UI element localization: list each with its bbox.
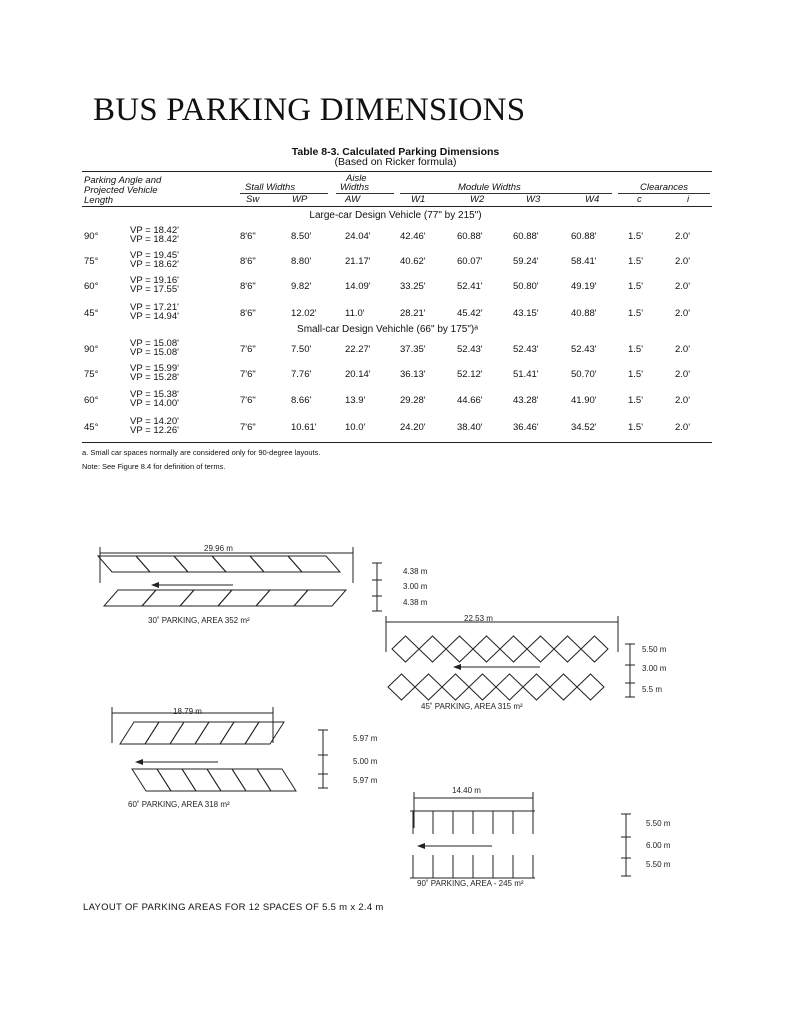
p60-width-label: 18.79 m <box>173 707 202 716</box>
header-sw: Sw <box>246 194 260 205</box>
header-aisle-line1: Aisle <box>346 173 367 184</box>
cell-w1: 40.62' <box>400 256 426 267</box>
cell-w3: 51.41' <box>513 369 539 380</box>
cell-w2: 60.88' <box>457 231 483 242</box>
header-stall-widths: Stall Widths <box>245 182 296 193</box>
header-module-widths: Module Widths <box>458 182 521 193</box>
cell-wp: 9.82' <box>291 281 312 292</box>
cell-i: 2.0' <box>675 344 691 355</box>
cell-vp-1: VP = 19.16' <box>130 275 179 286</box>
header-clearances: Clearances <box>640 182 689 193</box>
p45-caption: 45˚ PARKING, AREA 315 m² <box>421 702 523 711</box>
header-aw: AW <box>345 194 361 205</box>
cell-w4: 49.19' <box>571 281 597 292</box>
cell-w1: 33.25' <box>400 281 426 292</box>
cell-i: 2.0' <box>675 395 691 406</box>
cell-angle: 90° <box>84 344 99 355</box>
p60-depth1-label: 5.97 m <box>353 734 378 743</box>
header-wp: WP <box>292 194 308 205</box>
header-rule-module <box>400 193 612 194</box>
cell-w2: 38.40' <box>457 422 483 433</box>
cell-vp-1: VP = 14.20' <box>130 416 179 427</box>
p45-depth1-label: 5.50 m <box>642 645 667 654</box>
cell-vp-1: VP = 15.08' <box>130 338 179 349</box>
cell-wp: 10.61' <box>291 422 317 433</box>
cell-w4: 40.88' <box>571 308 597 319</box>
cell-i: 2.0' <box>675 369 691 380</box>
cell-c: 1.5' <box>628 422 644 433</box>
cell-c: 1.5' <box>628 231 644 242</box>
header-aisle-line2: Widths <box>340 182 369 193</box>
table-caption: Table 8-3. Calculated Parking Dimensions <box>291 146 500 158</box>
header-bottom-rule <box>82 206 712 207</box>
cell-c: 1.5' <box>628 256 644 267</box>
p45-width-label: 22.53 m <box>464 614 493 623</box>
cell-aw: 11.0' <box>345 308 365 319</box>
cell-w1: 29.28' <box>400 395 426 406</box>
cell-wp: 12.02' <box>291 308 317 319</box>
cell-c: 1.5' <box>628 369 644 380</box>
cell-vp-1: VP = 17.21' <box>130 302 179 313</box>
cell-c: 1.5' <box>628 308 644 319</box>
cell-w2: 52.12' <box>457 369 483 380</box>
cell-w3: 52.43' <box>513 344 539 355</box>
p30-caption: 30˚ PARKING, AREA 352 m² <box>148 616 250 625</box>
footnote-a: a. Small car spaces normally are considered only for 90-degree layouts. <box>82 448 321 457</box>
cell-w3: 43.28' <box>513 395 539 406</box>
cell-w1: 42.46' <box>400 231 426 242</box>
cell-w3: 36.46' <box>513 422 539 433</box>
cell-w4: 50.70' <box>571 369 597 380</box>
table-top-rule <box>82 171 712 172</box>
p60-aisle-label: 5.00 m <box>353 757 378 766</box>
cell-aw: 13.9' <box>345 395 366 406</box>
cell-angle: 60° <box>84 395 99 406</box>
cell-aw: 22.27' <box>345 344 371 355</box>
cell-w3: 59.24' <box>513 256 539 267</box>
cell-w4: 34.52' <box>571 422 597 433</box>
cell-aw: 14.09' <box>345 281 371 292</box>
cell-aw: 10.0' <box>345 422 366 433</box>
cell-angle: 75° <box>84 369 99 380</box>
cell-i: 2.0' <box>675 281 691 292</box>
section-large-car: Large-car Design Vehicle (77" by 215") <box>309 210 482 221</box>
p90-depth1-label: 5.50 m <box>646 819 671 828</box>
cell-vp-2: VP = 14.94' <box>130 311 179 322</box>
cell-angle: 90° <box>84 231 99 242</box>
cell-aw: 20.14' <box>345 369 371 380</box>
cell-sw: 7'6" <box>240 422 256 433</box>
cell-w1: 28.21' <box>400 308 426 319</box>
cell-wp: 7.50' <box>291 344 312 355</box>
cell-wp: 8.80' <box>291 256 312 267</box>
cell-vp-2: VP = 12.26' <box>130 425 179 436</box>
table-bottom-rule <box>82 442 712 443</box>
cell-vp-2: VP = 15.08' <box>130 347 179 358</box>
cell-w1: 37.35' <box>400 344 426 355</box>
cell-sw: 7'6" <box>240 344 256 355</box>
p90-width-label: 14.40 m <box>452 786 481 795</box>
cell-vp-2: VP = 15.28' <box>130 372 179 383</box>
p30-depth1-label: 4.38 m <box>403 567 428 576</box>
cell-vp-2: VP = 14.00' <box>130 398 179 409</box>
cell-w4: 58.41' <box>571 256 597 267</box>
header-i: i <box>687 194 690 205</box>
header-parking-angle: Parking Angle and <box>84 175 162 186</box>
cell-i: 2.0' <box>675 256 691 267</box>
cell-w3: 43.15' <box>513 308 539 319</box>
cell-w1: 24.20' <box>400 422 426 433</box>
cell-i: 2.0' <box>675 308 691 319</box>
cell-sw: 8'6" <box>240 256 256 267</box>
cell-wp: 8.50' <box>291 231 312 242</box>
cell-c: 1.5' <box>628 281 644 292</box>
cell-vp-1: VP = 19.45' <box>130 250 179 261</box>
cell-angle: 75° <box>84 256 99 267</box>
header-w1: W1 <box>411 194 426 205</box>
cell-sw: 8'6" <box>240 308 256 319</box>
cell-w3: 60.88' <box>513 231 539 242</box>
cell-vp-1: VP = 15.38' <box>130 389 179 400</box>
header-projected-vehicle: Projected Vehicle <box>84 185 158 196</box>
footnote-note: Note: See Figure 8.4 for definition of terms. <box>82 462 226 471</box>
cell-w2: 52.41' <box>457 281 483 292</box>
cell-w4: 41.90' <box>571 395 597 406</box>
cell-wp: 7.76' <box>291 369 312 380</box>
header-length: Length <box>84 195 114 206</box>
p60-caption: 60˚ PARKING, AREA 318 m² <box>128 800 230 809</box>
cell-i: 2.0' <box>675 231 691 242</box>
p45-depth2-label: 5.5 m <box>642 685 663 694</box>
cell-w1: 36.13' <box>400 369 426 380</box>
cell-angle: 45° <box>84 308 99 319</box>
p45-aisle-label: 3.00 m <box>642 664 667 673</box>
cell-w3: 50.80' <box>513 281 539 292</box>
header-w2: W2 <box>470 194 485 205</box>
header-rule-clear <box>618 193 710 194</box>
table-subcaption: (Based on Ricker formula) <box>334 156 457 168</box>
cell-angle: 60° <box>84 281 99 292</box>
header-w3: W3 <box>526 194 541 205</box>
parking-layout-diagrams <box>0 520 791 900</box>
section-small-car: Small-car Design Vehichle (66" by 175")ᵃ <box>297 324 478 335</box>
cell-w2: 52.43' <box>457 344 483 355</box>
p30-depth2-label: 4.38 m <box>403 598 428 607</box>
cell-c: 1.5' <box>628 344 644 355</box>
cell-vp-2: VP = 18.42' <box>130 234 179 245</box>
cell-c: 1.5' <box>628 395 644 406</box>
cell-w4: 52.43' <box>571 344 597 355</box>
cell-sw: 7'6" <box>240 369 256 380</box>
cell-aw: 24.04' <box>345 231 371 242</box>
layout-caption: LAYOUT OF PARKING AREAS FOR 12 SPACES OF 5.5 m x 2.4 m <box>83 902 384 913</box>
page-title: BUS PARKING DIMENSIONS <box>93 92 526 128</box>
cell-w4: 60.88' <box>571 231 597 242</box>
cell-w2: 44.66' <box>457 395 483 406</box>
cell-vp-1: VP = 18.42' <box>130 225 179 236</box>
cell-i: 2.0' <box>675 422 691 433</box>
cell-vp-2: VP = 18.62' <box>130 259 179 270</box>
p90-depth2-label: 5.50 m <box>646 860 671 869</box>
p30-aisle-label: 3.00 m <box>403 582 428 591</box>
p90-aisle-label: 6.00 m <box>646 841 671 850</box>
cell-angle: 45° <box>84 422 99 433</box>
cell-vp-1: VP = 15.99' <box>130 363 179 374</box>
header-c: c <box>637 194 642 205</box>
cell-aw: 21.17' <box>345 256 371 267</box>
cell-vp-2: VP = 17.55' <box>130 284 179 295</box>
cell-sw: 8'6" <box>240 231 256 242</box>
p30-width-label: 29.96 m <box>204 544 233 553</box>
p90-caption: 90˚ PARKING, AREA - 245 m² <box>417 879 524 888</box>
header-w4: W4 <box>585 194 600 205</box>
cell-w2: 45.42' <box>457 308 483 319</box>
p60-depth2-label: 5.97 m <box>353 776 378 785</box>
cell-sw: 8'6" <box>240 281 256 292</box>
cell-sw: 7'6" <box>240 395 256 406</box>
cell-w2: 60.07' <box>457 256 483 267</box>
cell-wp: 8.66' <box>291 395 312 406</box>
